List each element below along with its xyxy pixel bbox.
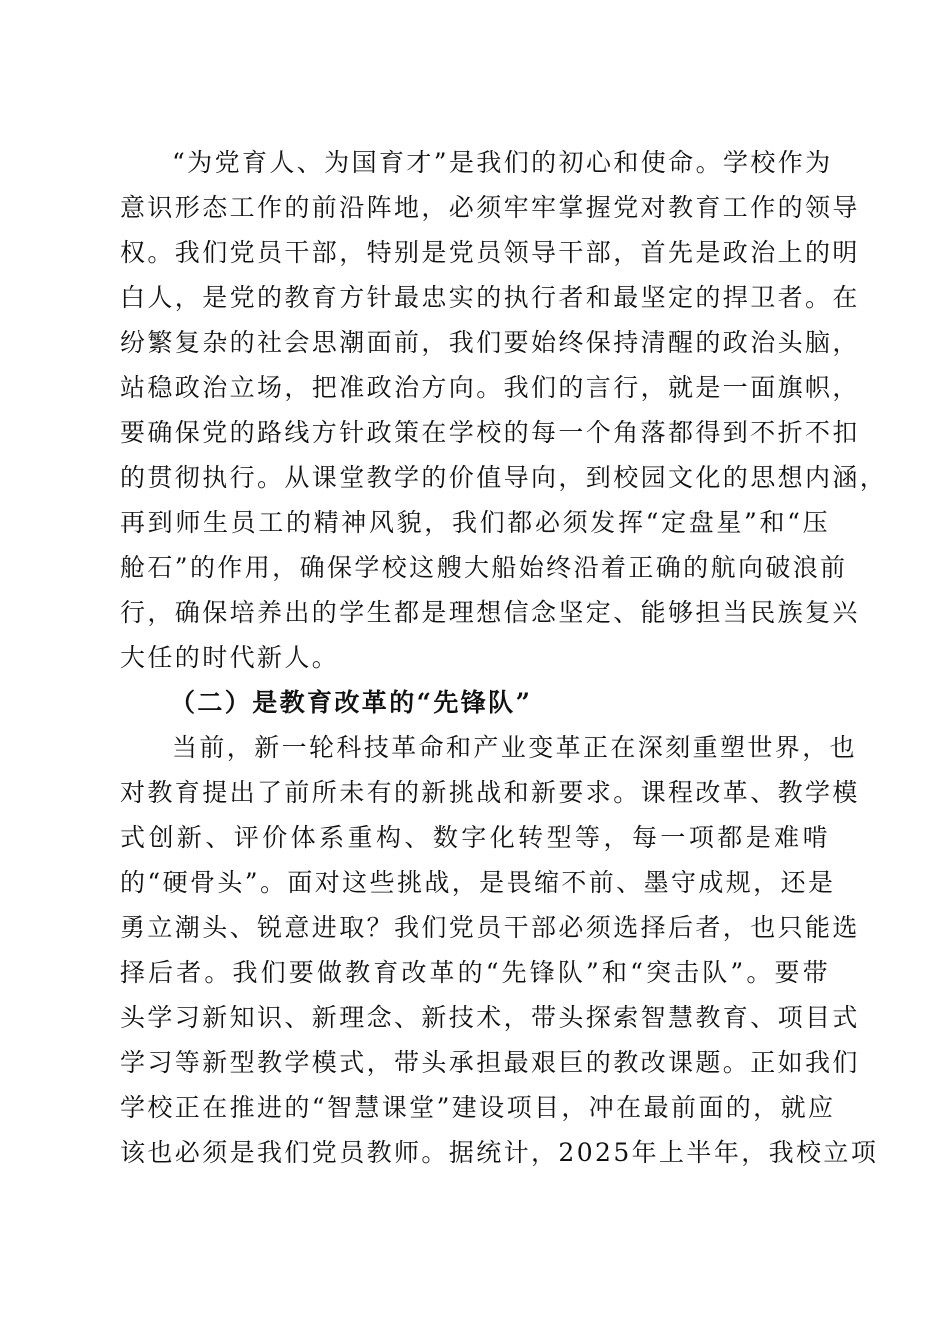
text-line: 舱石”的作用，确保学校这艘大船始终沿着正确的航向破浪前 [120,553,848,582]
text-line: 学校正在推进的“智慧课堂”建设项目，冲在最前面的，就应 [120,1093,836,1122]
text-line: 式创新、评价体系重构、数字化转型等，每一项都是难啃 [120,823,830,852]
text-line: 头学习新知识、新理念、新技术，带头探索智慧教育、项目式 [120,1003,860,1032]
text-line: 择后者。我们要做教育改革的“先锋队”和“突击队”。要带 [120,958,830,987]
text-line: 当前，新一轮科技革命和产业变革正在深刻重塑世界，也 [172,733,858,762]
text-line: 意识形态工作的前沿阵地，必须牢牢掌握党对教育工作的领导 [120,193,860,222]
text-line: 大任的时代新人。 [120,643,340,672]
text-line: 对教育提出了前所未有的新挑战和新要求。课程改革、教学模 [120,778,860,807]
text-line: “为党育人、为国育才”是我们的初心和使命。学校作为 [172,148,833,177]
paragraph-education-reform [120,725,879,1175]
text-line: 该也必须是我们党员教师。据统计，2025年上半年，我校立项 [120,1138,879,1167]
section-heading: （二）是教育改革的“先锋队” [170,688,533,717]
text-line: 行，确保培养出的学生都是理想信念坚定、能够担当民族复兴 [120,598,860,627]
text-line: 白人，是党的教育方针最忠实的执行者和最坚定的捍卫者。在 [120,283,860,312]
paragraph-political-leadership [120,140,888,680]
document-body [120,140,888,1175]
text-line: 纷繁复杂的社会思潮面前，我们要始终保持清醒的政治头脑， [120,328,860,357]
text-line: 站稳政治立场，把准政治方向。我们的言行，就是一面旗帜， [120,373,860,402]
text-line: 的“硬骨头”。面对这些挑战，是畏缩不前、墨守成规，还是 [120,868,836,897]
text-line: 勇立潮头、锐意进取？我们党员干部必须选择后者，也只能选 [120,913,860,942]
text-line: 学习等新型教学模式，带头承担最艰巨的教改课题。正如我们 [120,1048,860,1077]
text-line: 要确保党的路线方针政策在学校的每一个角落都得到不折不扣 [120,418,860,447]
text-line: 权。我们党员干部，特别是党员领导干部，首先是政治上的明 [120,238,860,267]
text-line: 再到师生员工的精神风貌，我们都必须发挥“定盘星”和“压 [120,508,830,537]
text-line: 的贯彻执行。从课堂教学的价值导向，到校园文化的思想内涵， [120,463,888,492]
